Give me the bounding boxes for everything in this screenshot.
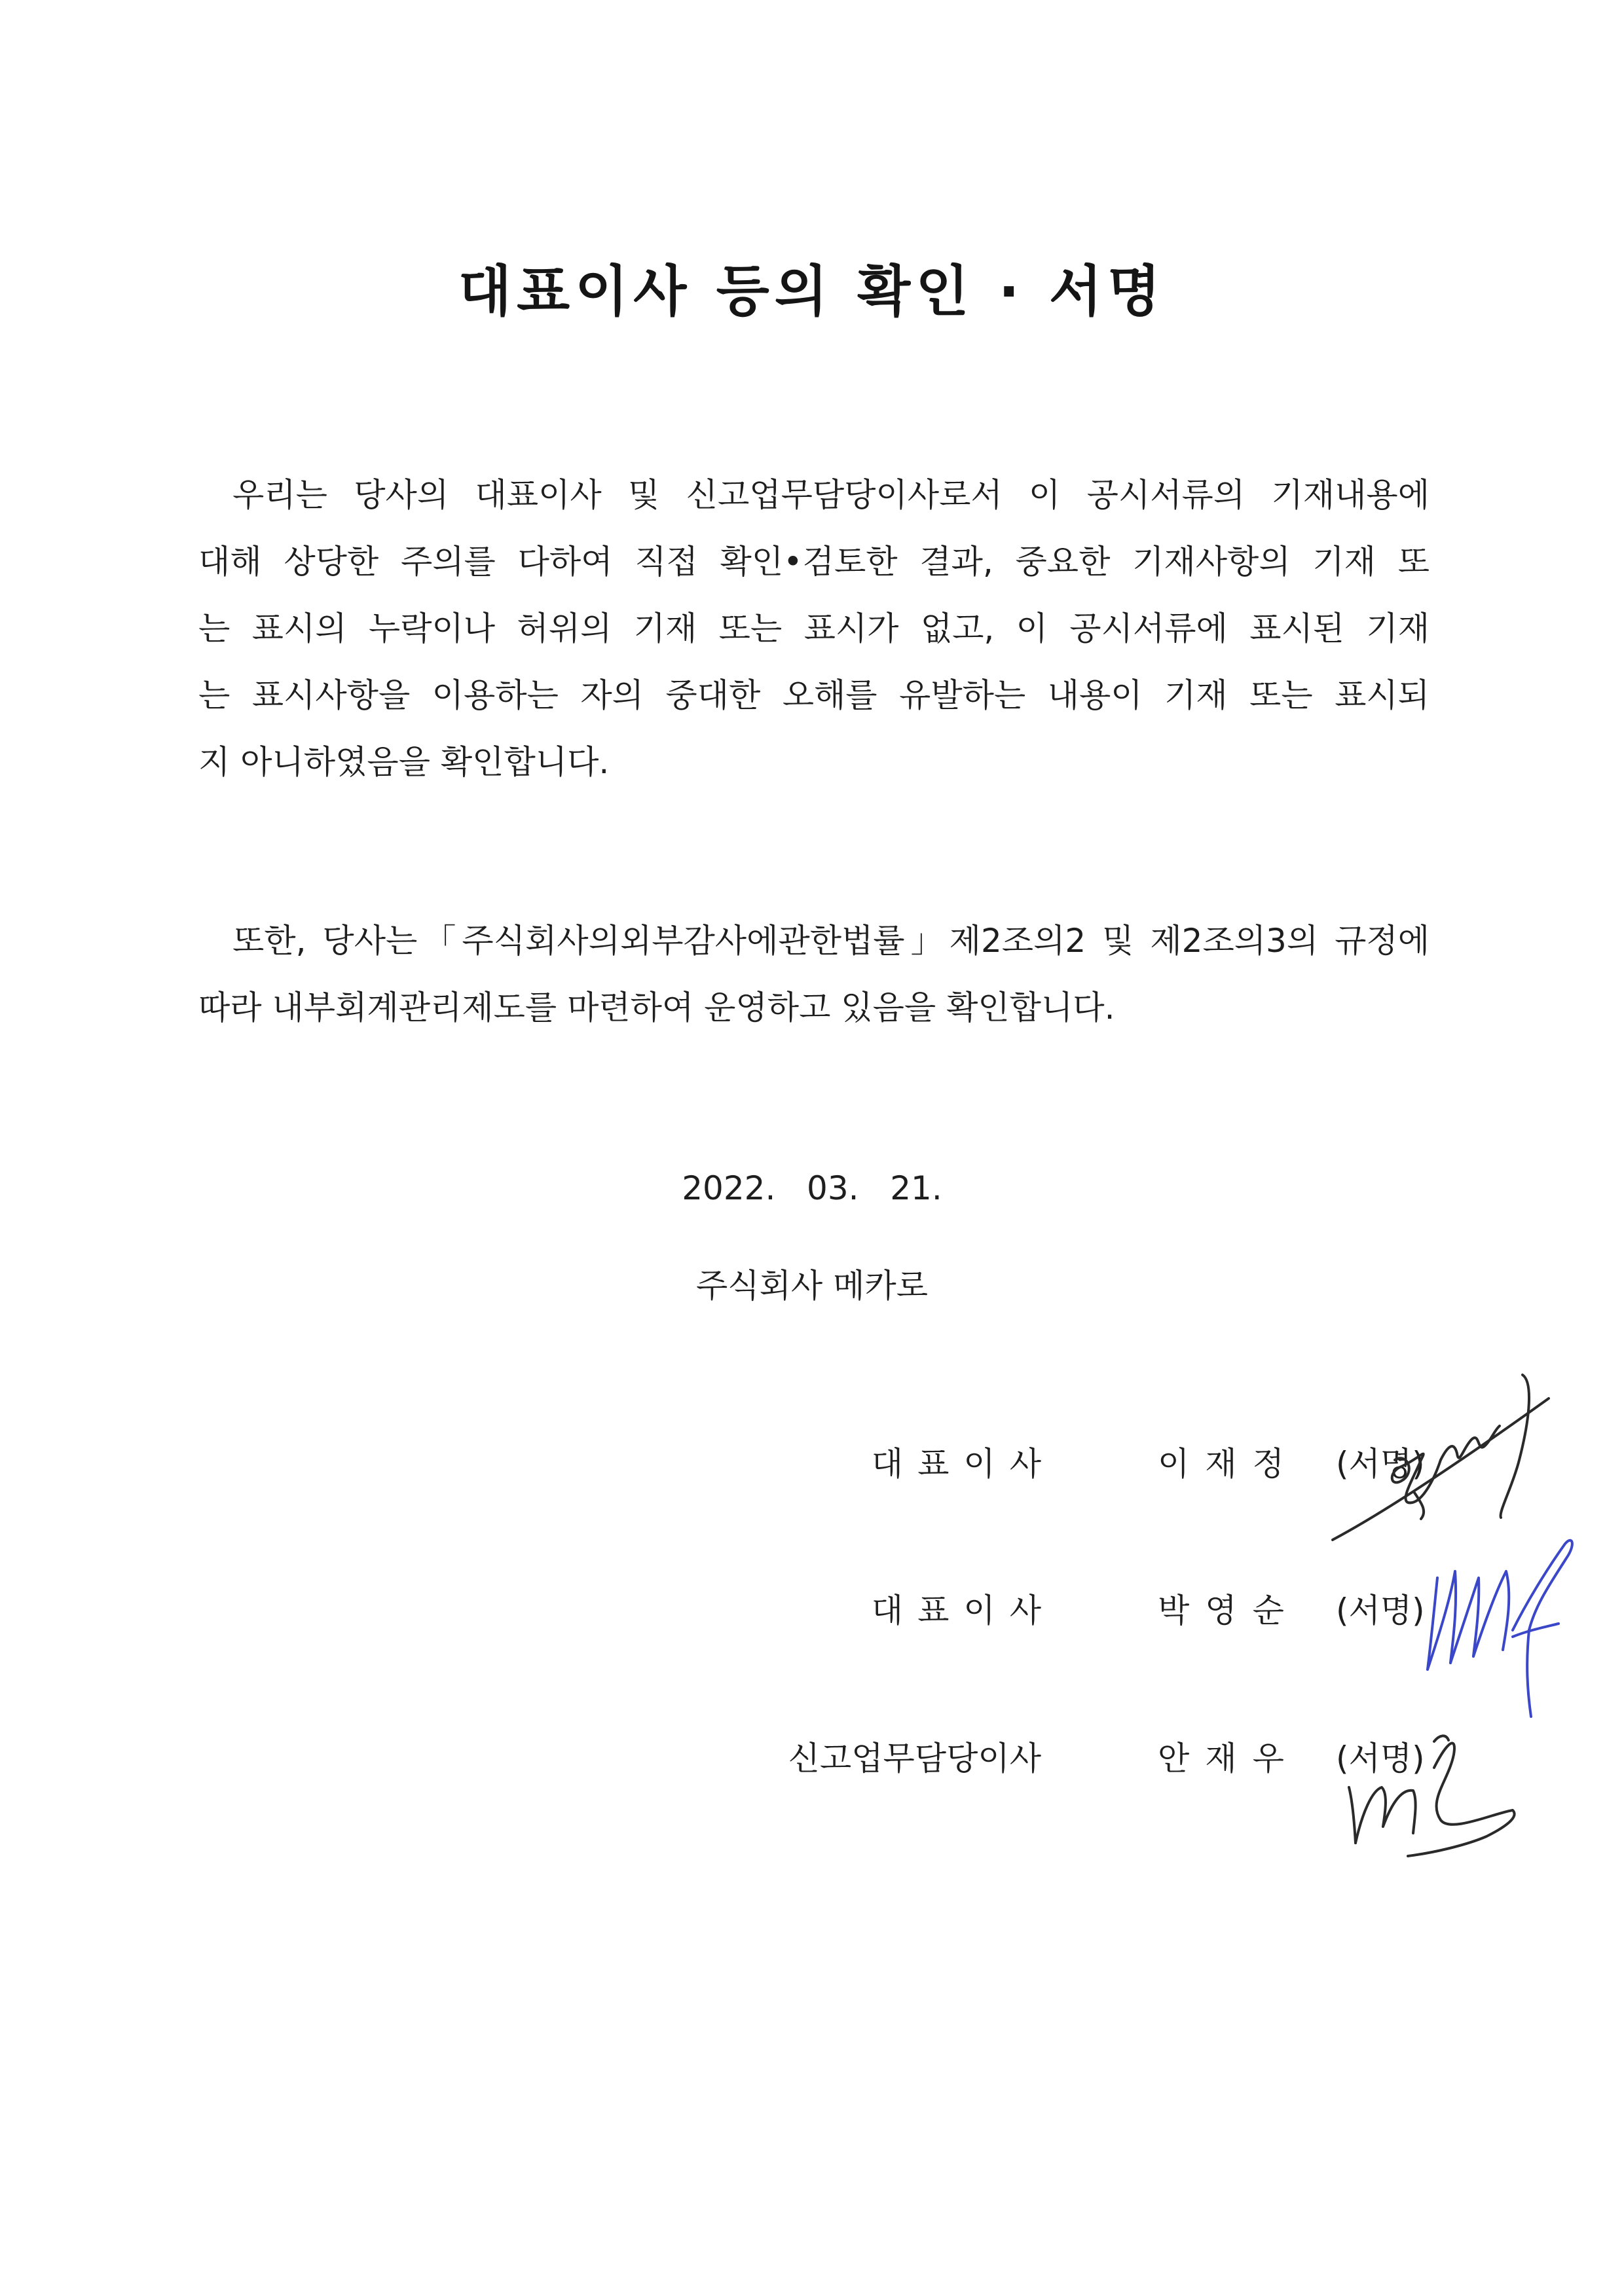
signatory-role: 신고업무담당이사 xyxy=(788,1740,1041,1777)
signatory-row xyxy=(0,1438,1624,1490)
signatory-name: 박영순 xyxy=(1158,1592,1300,1630)
signature-label: (서명) xyxy=(1336,1445,1425,1483)
confirmation-paragraph xyxy=(198,462,1430,795)
paragraph-line: 는 표시사항을 이용하는 자의 중대한 오해를 유발하는 내용이 기재 또는 표시되 xyxy=(198,676,1430,714)
signatory-role: 대표이사 xyxy=(871,1445,1056,1483)
internal-control-paragraph xyxy=(198,907,1430,1041)
company-name: 주식회사 메카로 xyxy=(696,1267,928,1305)
paragraph-line: 는 표시의 누락이나 허위의 기재 또는 표시가 없고, 이 공시서류에 표시된 기재 xyxy=(198,610,1430,647)
paragraph-line: 지 아니하였음을 확인합니다. xyxy=(198,743,610,781)
signature-label: (서명) xyxy=(1336,1740,1425,1777)
document-date: 2022. 03. 21. xyxy=(682,1169,942,1207)
paragraph-line: 따라 내부회계관리제도를 마련하여 운영하고 있음을 확인합니다. xyxy=(198,989,1115,1027)
paragraph-line: 우리는 당사의 대표이사 및 신고업무담당이사로서 이 공시서류의 기재내용에 xyxy=(232,476,1430,514)
paragraph-line: 또한, 당사는「주식회사의외부감사에관한법률」제2조의2 및 제2조의3의 규정에 xyxy=(232,922,1430,960)
signatory-name: 이재정 xyxy=(1158,1445,1300,1483)
signatory-name: 안재우 xyxy=(1158,1740,1300,1777)
signatory-row xyxy=(0,1732,1624,1785)
page-title: 대표이사 등의 확인 · 서명 xyxy=(458,259,1166,323)
signature-label: (서명) xyxy=(1336,1592,1425,1630)
paragraph-line: 대해 상당한 주의를 다하여 직접 확인•검토한 결과, 중요한 기재사항의 기재 또 xyxy=(198,543,1430,581)
signatory-role: 대표이사 xyxy=(871,1592,1056,1630)
signatory-row xyxy=(0,1584,1624,1637)
